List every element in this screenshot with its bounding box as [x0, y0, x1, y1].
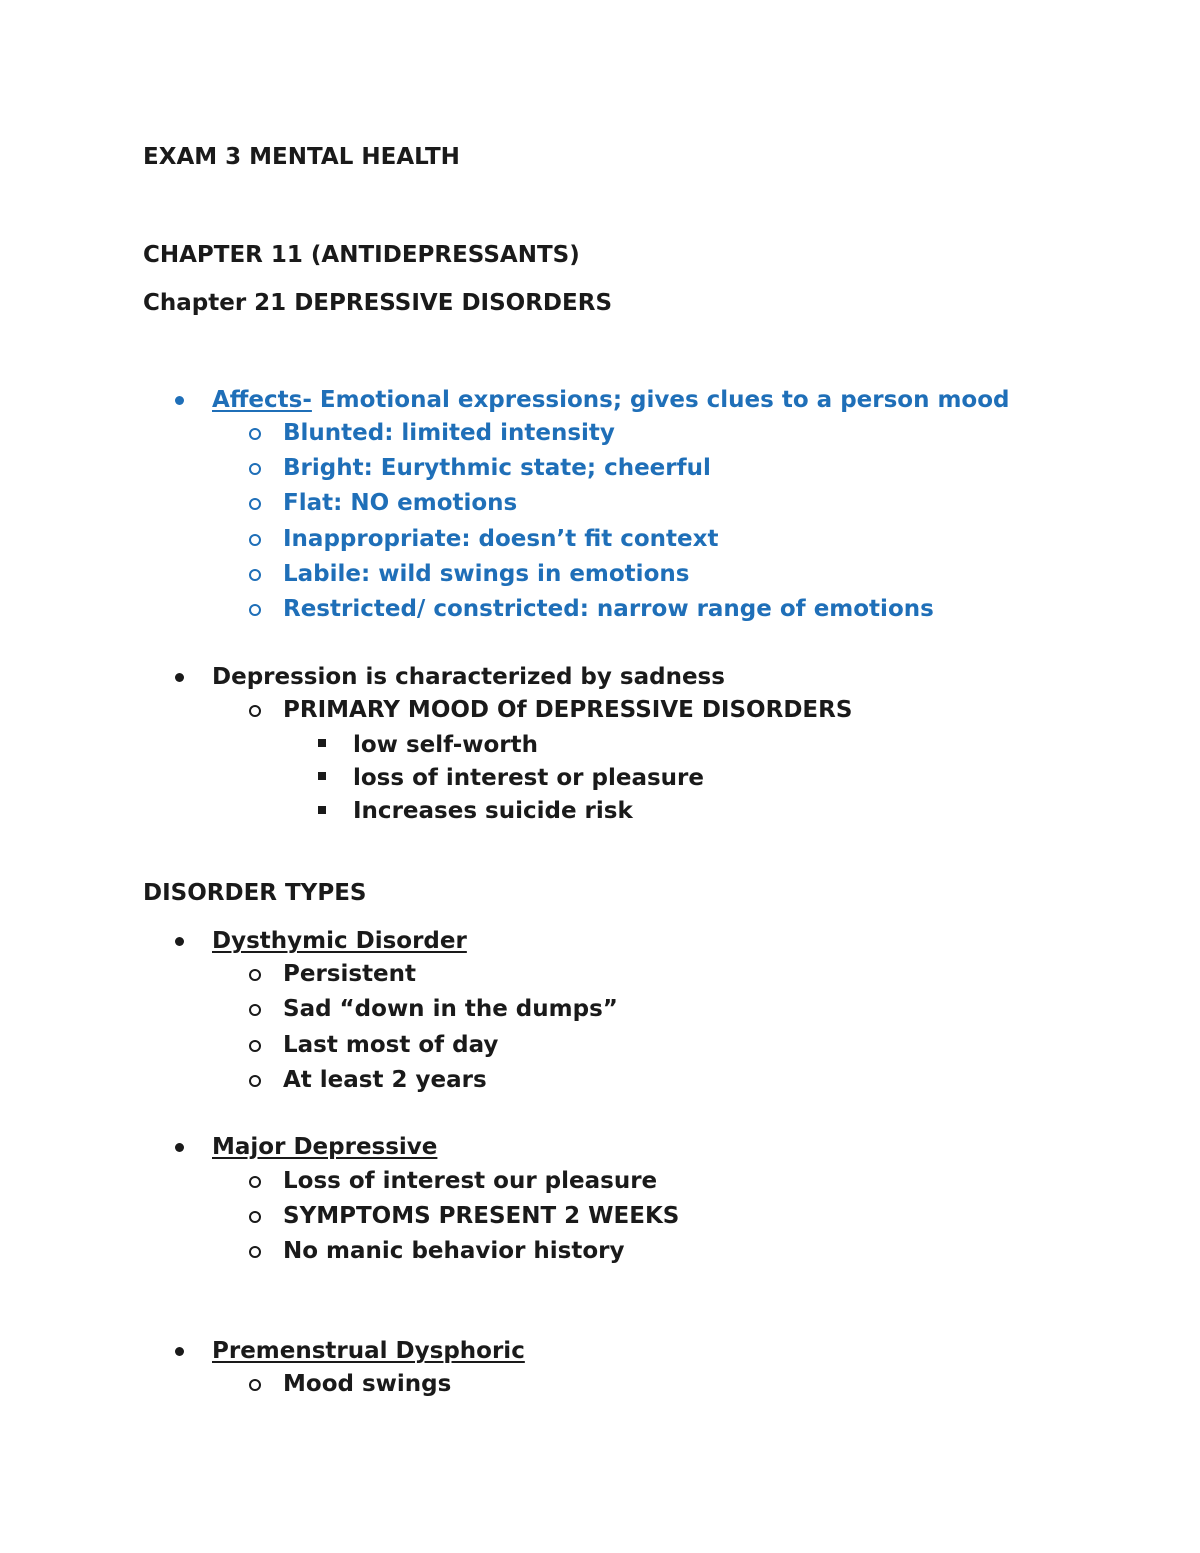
bullet-disc-icon [175, 673, 184, 682]
document-title: EXAM 3 MENTAL HEALTH [143, 144, 460, 170]
bullet-square-icon [318, 739, 326, 747]
bullet-circle-icon [249, 1075, 261, 1087]
affects-line [212, 389, 1010, 412]
affect-item: Restricted/ constricted: narrow range of emotions [283, 596, 934, 622]
major-item: SYMPTOMS PRESENT 2 WEEKS [283, 1203, 680, 1229]
major-item: No manic behavior history [283, 1238, 625, 1264]
affect-item: Blunted: limited intensity [283, 420, 615, 446]
major-title: Major Depressive [212, 1134, 438, 1160]
major-item: Loss of interest our pleasure [283, 1168, 658, 1194]
depression-line: Depression is characterized by sadness [212, 664, 725, 690]
dysthymic-item: Persistent [283, 961, 417, 987]
dysthymic-item: Sad “down in the dumps” [283, 996, 618, 1022]
premenstrual-item: Mood swings [283, 1371, 452, 1397]
affect-item: Flat: NO emotions [283, 490, 518, 516]
dysthymic-item: At least 2 years [283, 1067, 487, 1093]
depression-item: low self-worth [353, 732, 539, 758]
affects-term: Affects- [212, 387, 312, 413]
bullet-circle-icon [249, 1040, 261, 1052]
bullet-disc-icon [175, 1143, 184, 1152]
depression-item: Increases suicide risk [353, 798, 633, 824]
bullet-circle-icon [249, 498, 261, 510]
affects-definition: Emotional expressions; gives clues to a person mood [311, 387, 1010, 413]
bullet-circle-icon [249, 569, 261, 581]
chapter-21-heading: Chapter 21 DEPRESSIVE DISORDERS [143, 290, 613, 316]
bullet-circle-icon [249, 1176, 261, 1188]
dysthymic-item: Last most of day [283, 1032, 499, 1058]
affect-item: Bright: Eurythmic state; cheerful [283, 455, 711, 481]
bullet-circle-icon [249, 705, 261, 717]
bullet-circle-icon [249, 463, 261, 475]
bullet-circle-icon [249, 428, 261, 440]
affect-item: Inappropriate: doesn’t fit context [283, 526, 719, 552]
bullet-disc-icon [175, 937, 184, 946]
chapter-11-heading: CHAPTER 11 (ANTIDEPRESSANTS) [143, 242, 580, 268]
bullet-circle-icon [249, 1246, 261, 1258]
bullet-circle-icon [249, 1211, 261, 1223]
disorder-types-heading: DISORDER TYPES [143, 880, 367, 906]
bullet-circle-icon [249, 604, 261, 616]
bullet-disc-icon [175, 1347, 184, 1356]
bullet-circle-icon [249, 1379, 261, 1391]
bullet-disc-icon [175, 396, 184, 405]
dysthymic-title: Dysthymic Disorder [212, 928, 467, 954]
premenstrual-title: Premenstrual Dysphoric [212, 1338, 525, 1364]
affect-item: Labile: wild swings in emotions [283, 561, 690, 587]
depression-sub: PRIMARY MOOD Of DEPRESSIVE DISORDERS [283, 697, 853, 723]
bullet-circle-icon [249, 1004, 261, 1016]
bullet-circle-icon [249, 534, 261, 546]
depression-item: loss of interest or pleasure [353, 765, 704, 791]
bullet-circle-icon [249, 969, 261, 981]
bullet-square-icon [318, 806, 326, 814]
bullet-square-icon [318, 772, 326, 780]
